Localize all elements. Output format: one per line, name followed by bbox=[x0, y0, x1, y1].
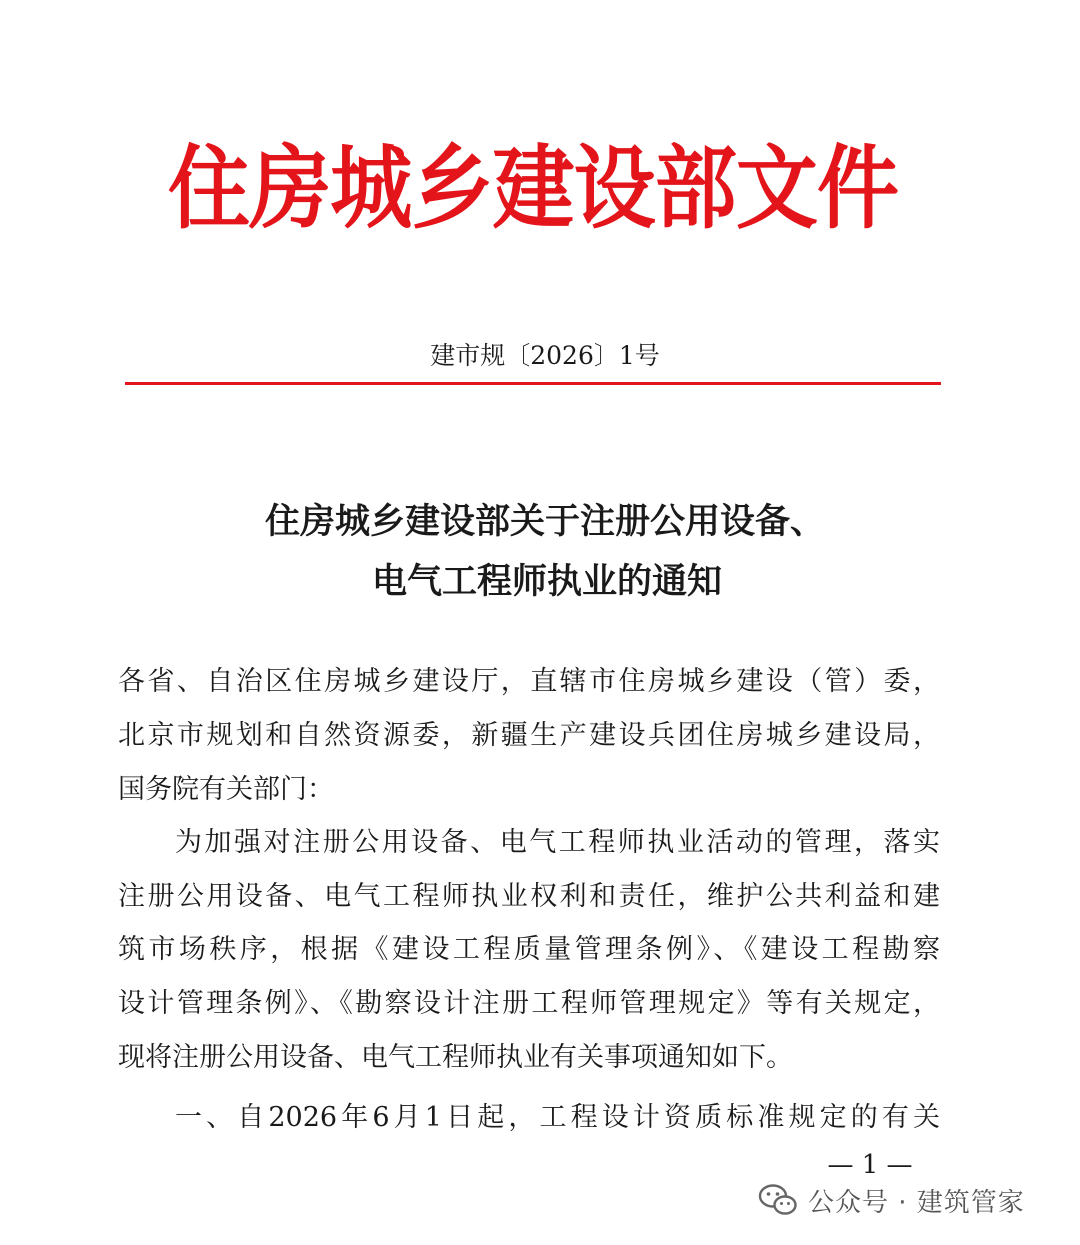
document-title-line-2: 电气工程师执业的通知 bbox=[371, 561, 722, 602]
header-char: 城 bbox=[330, 135, 413, 242]
page-number: — 1 — bbox=[827, 1150, 913, 1180]
addressee-line: 国务院有关部门： bbox=[118, 774, 334, 805]
header-char: 设 bbox=[573, 135, 656, 242]
document-number: 建市规〔2026〕1号 bbox=[430, 341, 660, 370]
header-char: 建 bbox=[492, 135, 575, 242]
addressee-line: 北京市规划和自然资源委，新疆生产建设兵团住房城乡建设局， bbox=[118, 720, 940, 751]
paragraph-line: 为加强对注册公用设备、电气工程师执业活动的管理，落实 bbox=[175, 827, 940, 858]
paragraph-line: 现将注册公用设备、电气工程师执业有关事项通知如下。 bbox=[118, 1042, 793, 1073]
paragraph-line: 筑市场秩序，根据《建设工程质量管理条例》、《建设工程勘察 bbox=[118, 934, 940, 965]
header-char: 部 bbox=[654, 135, 737, 242]
watermark-text: 公众号 · 建筑管家 bbox=[808, 1187, 1025, 1218]
paragraph-line: 注册公用设备、电气工程师执业权利和责任，维护公共利益和建 bbox=[118, 881, 940, 912]
source-watermark bbox=[758, 1178, 1025, 1222]
header-char: 乡 bbox=[411, 135, 494, 242]
header-char: 件 bbox=[817, 135, 900, 242]
header-char: 住 bbox=[168, 135, 251, 242]
paragraph-line: 一、自2026年6月1日起，工程设计资质标准规定的有关 bbox=[175, 1102, 940, 1133]
red-divider-line bbox=[125, 382, 941, 385]
header-char: 房 bbox=[249, 135, 332, 242]
header-char: 文 bbox=[735, 135, 818, 242]
document-header-title bbox=[168, 128, 898, 249]
paragraph-line: 设计管理条例》、《勘察设计注册工程师管理规定》等有关规定， bbox=[118, 988, 940, 1019]
document-title-line-1: 住房城乡建设部关于注册公用设备、 bbox=[264, 501, 825, 542]
wechat-icon bbox=[758, 1183, 798, 1217]
addressee-line: 各省、自治区住房城乡建设厅，直辖市住房城乡建设（管）委， bbox=[118, 666, 940, 697]
